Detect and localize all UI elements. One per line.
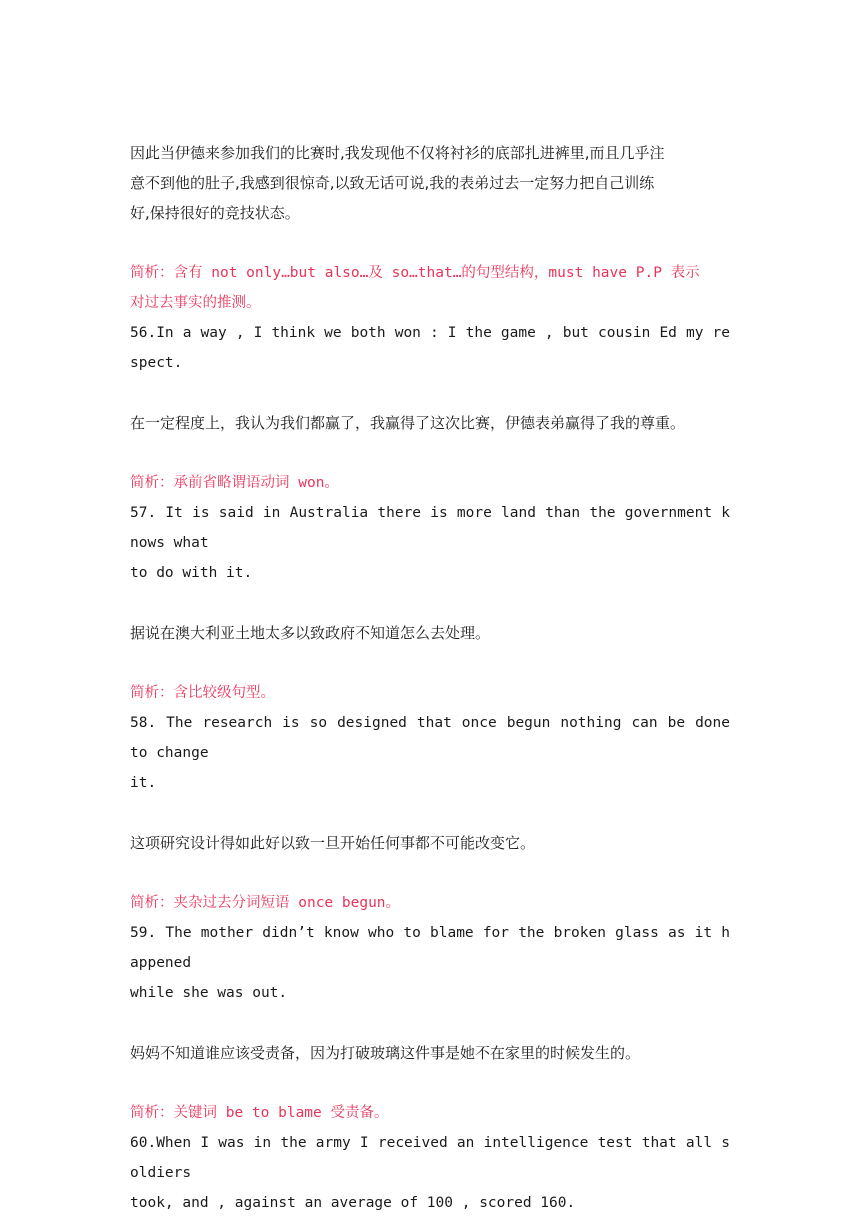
sentence-line: 59. The mother didn’t know who to blame for the broken glass as it happened (130, 925, 730, 971)
analysis-note (130, 678, 730, 708)
sentence-line: 60.When I was in the army I received an intelligence test that all soldiers (130, 1135, 730, 1181)
sentence-57 (130, 498, 730, 588)
sentence-59 (130, 918, 730, 1008)
note-line: 简析：关键词 be to blame 受责备。 (130, 1105, 389, 1121)
paragraph-spacer (130, 798, 730, 828)
sentence-56 (130, 318, 730, 378)
analysis-note (130, 258, 730, 318)
paragraph-spacer (130, 1068, 730, 1098)
paragraph-spacer (130, 648, 730, 678)
text-line: 好,保持很好的竞技状态。 (130, 204, 300, 222)
document-body (130, 138, 739, 1218)
text-line: 在一定程度上，我认为我们都赢了，我赢得了这次比赛，伊德表弟赢得了我的尊重。 (130, 414, 686, 432)
paragraph-spacer (130, 438, 730, 468)
sentence-line: it. (130, 775, 157, 791)
translation-paragraph (130, 618, 730, 648)
sentence-line: to do with it. (130, 565, 253, 581)
translation-paragraph (130, 828, 730, 858)
translation-paragraph (130, 138, 730, 228)
translation-paragraph (130, 1038, 730, 1068)
paragraph-spacer (130, 1008, 730, 1038)
sentence-line: took, and , against an average of 100 , scored 160. (130, 1195, 576, 1211)
analysis-note (130, 888, 730, 918)
sentence-60 (130, 1128, 730, 1218)
sentence-line: 58. The research is so designed that once begun nothing can be done to change (130, 715, 739, 761)
sentence-line: 57. It is said in Australia there is more land than the government knows what (130, 505, 730, 551)
paragraph-spacer (130, 228, 730, 258)
sentence-line: while she was out. (130, 985, 288, 1001)
text-line: 因此当伊德来参加我们的比赛时,我发现他不仅将衬衫的底部扎进裤里,而且几乎注 (130, 144, 665, 162)
note-line: 简析：承前省略谓语动词 won。 (130, 475, 339, 491)
paragraph-spacer (130, 378, 730, 408)
text-line: 这项研究设计得如此好以致一旦开始任何事都不可能改变它。 (130, 834, 536, 852)
analysis-note (130, 468, 730, 498)
analysis-note (130, 1098, 730, 1128)
text-line: 意不到他的肚子,我感到很惊奇,以致无话可说,我的表弟过去一定努力把自己训练 (130, 174, 655, 192)
note-line: 简析：含比较级句型。 (130, 685, 275, 701)
note-line: 对过去事实的推测。 (130, 295, 261, 311)
note-line: 简析：夹杂过去分词短语 once begun。 (130, 895, 401, 911)
sentence-58 (130, 708, 739, 798)
note-line: 简析：含有 not only…but also…及 so…that…的句型结构，must have P.P 表示 (130, 265, 700, 281)
paragraph-spacer (130, 858, 730, 888)
text-line: 妈妈不知道谁应该受责备，因为打破玻璃这件事是她不在家里的时候发生的。 (130, 1044, 641, 1062)
text-line: 据说在澳大利亚土地太多以致政府不知道怎么去处理。 (130, 624, 491, 642)
paragraph-spacer (130, 588, 730, 618)
sentence-line: 56.In a way , I think we both won : I the game , but cousin Ed my respect. (130, 325, 730, 371)
translation-paragraph (130, 408, 730, 438)
